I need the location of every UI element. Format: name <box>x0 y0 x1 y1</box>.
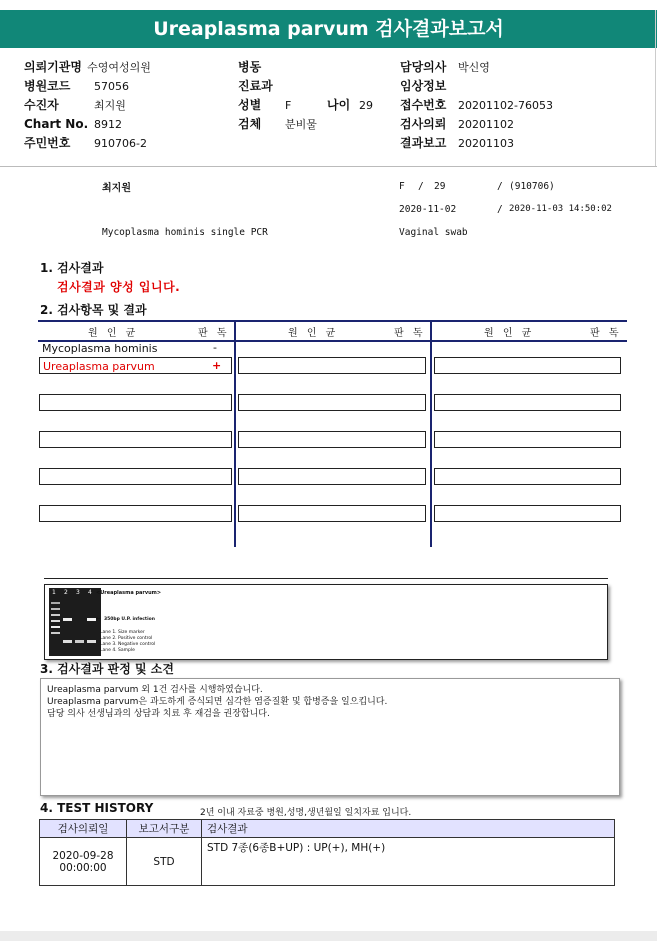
history-header-row <box>40 820 615 838</box>
gel-image-panel <box>44 584 608 660</box>
patient-birth: (910706) <box>509 181 555 192</box>
gel-legend-item: Lane 2. Positive control <box>100 636 153 641</box>
page-footer-band <box>0 931 657 941</box>
patient-value: 최지원 <box>94 99 126 112</box>
history-date-cell <box>40 838 127 886</box>
department-label: 진료과 <box>238 79 273 93</box>
history-note: 2년 이내 자료중 병원,성명,생년월일 일치자료 입니다. <box>200 808 412 818</box>
col-result-header: 판 독 <box>394 328 426 339</box>
organism-result: - <box>213 341 217 354</box>
positive-result-text: 검사결과 양성 입니다. <box>57 280 181 294</box>
clinical-info-label: 임상정보 <box>400 79 447 93</box>
summary-slash-3: / <box>497 204 503 215</box>
test-name: Mycoplasma hominis single PCR <box>102 227 268 238</box>
gel-band <box>75 640 84 643</box>
gel-legend-item: Lane 3. Negative control <box>100 642 156 647</box>
empty-result-box <box>39 394 232 411</box>
history-date: 2020-09-28 <box>52 849 114 862</box>
history-col-date: 검사의뢰일 <box>40 820 127 838</box>
col-organism-header: 원 인 균 <box>88 328 139 339</box>
findings-text <box>47 684 387 720</box>
report-datetime: 2020-11-03 14:50:02 <box>509 204 612 214</box>
gel-divider-line <box>44 578 608 579</box>
result-row-ureaplasma <box>39 357 232 374</box>
empty-result-box <box>39 468 232 485</box>
empty-result-box <box>238 394 426 411</box>
history-result: STD 7종(6종B+UP) : UP(+), MH(+) <box>202 838 615 886</box>
empty-result-box <box>434 505 621 522</box>
gel-band <box>51 608 60 610</box>
gel-band <box>51 602 60 604</box>
gel-band-arrow: ← <box>96 615 102 622</box>
section-2-title: 2. 검사항목 및 결과 <box>40 303 147 317</box>
section-1-title: 1. 검사결과 <box>40 261 104 275</box>
report-date-value: 20201103 <box>458 137 514 150</box>
result-table-header-2 <box>234 320 430 342</box>
patient-sex: F <box>399 181 405 192</box>
findings-line: 담당 의사 선생님과의 상담과 치료 후 재검을 권장합니다. <box>47 709 270 719</box>
header-info <box>0 48 657 166</box>
gel-lane-1-label: 1 <box>52 589 56 596</box>
empty-result-box <box>39 505 232 522</box>
history-time: 00:00:00 <box>59 861 107 874</box>
empty-result-box <box>39 431 232 448</box>
history-col-type: 보고서구분 <box>127 820 202 838</box>
col-organism-header: 원 인 균 <box>288 328 339 339</box>
header-col-3 <box>400 56 553 151</box>
gel-band <box>63 640 72 643</box>
table-divider-2 <box>430 320 432 547</box>
gel-legend-item: Lane 4. Sample <box>100 648 135 653</box>
doctor-label: 담당의사 <box>400 60 447 74</box>
age-value: 29 <box>359 99 373 112</box>
organism-name: Mycoplasma hominis <box>42 342 158 355</box>
history-col-result: 검사결과 <box>202 820 615 838</box>
gel-band <box>87 640 96 643</box>
gel-lane-4-label: 4 <box>88 589 92 596</box>
specimen-value: 분비물 <box>285 118 317 131</box>
collection-date: 2020-11-02 <box>399 204 457 215</box>
gel-band-label: 350bp U.P. infection <box>104 617 155 622</box>
col-result-header: 판 독 <box>198 328 230 339</box>
gel-band <box>51 620 60 622</box>
gel-lane-2-label: 2 <box>64 589 68 596</box>
result-row-mycoplasma <box>40 340 232 357</box>
header-divider <box>0 166 657 167</box>
empty-result-box <box>238 468 426 485</box>
patient-label: 수진자 <box>24 98 59 112</box>
findings-line: Ureaplasma parvum은 과도하게 증식되면 심각한 염증질환 및 합병증을 일으킵니다. <box>47 697 388 707</box>
empty-result-box <box>434 357 621 374</box>
gel-band <box>51 632 60 634</box>
specimen-type: Vaginal swab <box>399 227 468 238</box>
history-table-wrap <box>39 819 615 886</box>
gel-band <box>63 618 72 621</box>
receipt-no-value: 20201102-76053 <box>458 99 553 112</box>
findings-box <box>40 678 620 796</box>
result-table-header-1 <box>38 320 234 342</box>
result-table-header-3 <box>430 320 627 342</box>
gel-band <box>51 626 60 628</box>
section-3-title: 3. 검사결과 판정 및 소견 <box>40 662 174 676</box>
header-col-1 <box>24 56 151 151</box>
receipt-no-label: 접수번호 <box>400 98 447 112</box>
hospital-code-value: 57056 <box>94 80 129 93</box>
gel-caption-title: <Ureaplasma parvum> <box>96 590 162 596</box>
referring-clinic-label: 의뢰기관명 <box>24 60 82 74</box>
ward-label: 병동 <box>238 60 262 74</box>
chart-no-value: 8912 <box>94 118 122 131</box>
specimen-label: 검체 <box>238 117 262 131</box>
organism-name: Ureaplasma parvum <box>43 360 155 373</box>
sex-label: 성별 <box>238 98 262 112</box>
empty-result-box <box>434 394 621 411</box>
history-row <box>40 838 615 886</box>
age-label: 나이 <box>327 98 351 112</box>
empty-result-box <box>238 357 426 374</box>
findings-line: Ureaplasma parvum 외 1건 검사를 시행하였습니다. <box>47 685 263 695</box>
page-right-edge <box>655 10 656 166</box>
referring-clinic-value: 수영여성의원 <box>87 61 151 74</box>
gel-photo <box>49 588 101 656</box>
empty-result-box <box>238 431 426 448</box>
gel-band <box>51 614 60 616</box>
history-table <box>39 819 615 886</box>
table-divider-1 <box>234 320 236 547</box>
sex-value: F <box>285 99 292 112</box>
patient-name: 최지원 <box>102 183 131 194</box>
resident-no-label: 주민번호 <box>24 136 71 150</box>
col-result-header: 판 독 <box>590 328 622 339</box>
report-title: Ureaplasma parvum 검사결과보고서 <box>0 10 657 48</box>
patient-age: 29 <box>434 181 446 192</box>
request-date-label: 검사의뢰 <box>400 117 447 131</box>
header-col-2 <box>238 56 373 132</box>
col-organism-header: 원 인 균 <box>484 328 535 339</box>
hospital-code-label: 병원코드 <box>24 79 71 93</box>
resident-no-value: 910706-2 <box>94 137 147 150</box>
gel-legend <box>100 630 155 654</box>
gel-legend-item: Lane 1. Size marker <box>100 630 145 635</box>
section-4-title: 4. TEST HISTORY <box>40 801 154 815</box>
empty-result-box <box>434 468 621 485</box>
patient-summary <box>0 175 657 245</box>
summary-slash-1: / <box>418 181 424 192</box>
request-date-value: 20201102 <box>458 118 514 131</box>
summary-slash-2: / <box>497 181 503 192</box>
empty-result-box <box>434 431 621 448</box>
empty-result-box <box>238 505 426 522</box>
gel-lane-3-label: 3 <box>76 589 80 596</box>
report-date-label: 결과보고 <box>400 136 447 150</box>
chart-no-label: Chart No. <box>24 117 89 131</box>
history-type: STD <box>127 838 202 886</box>
doctor-value: 박신영 <box>458 61 490 74</box>
gel-band <box>87 618 96 621</box>
organism-result: + <box>212 359 222 372</box>
